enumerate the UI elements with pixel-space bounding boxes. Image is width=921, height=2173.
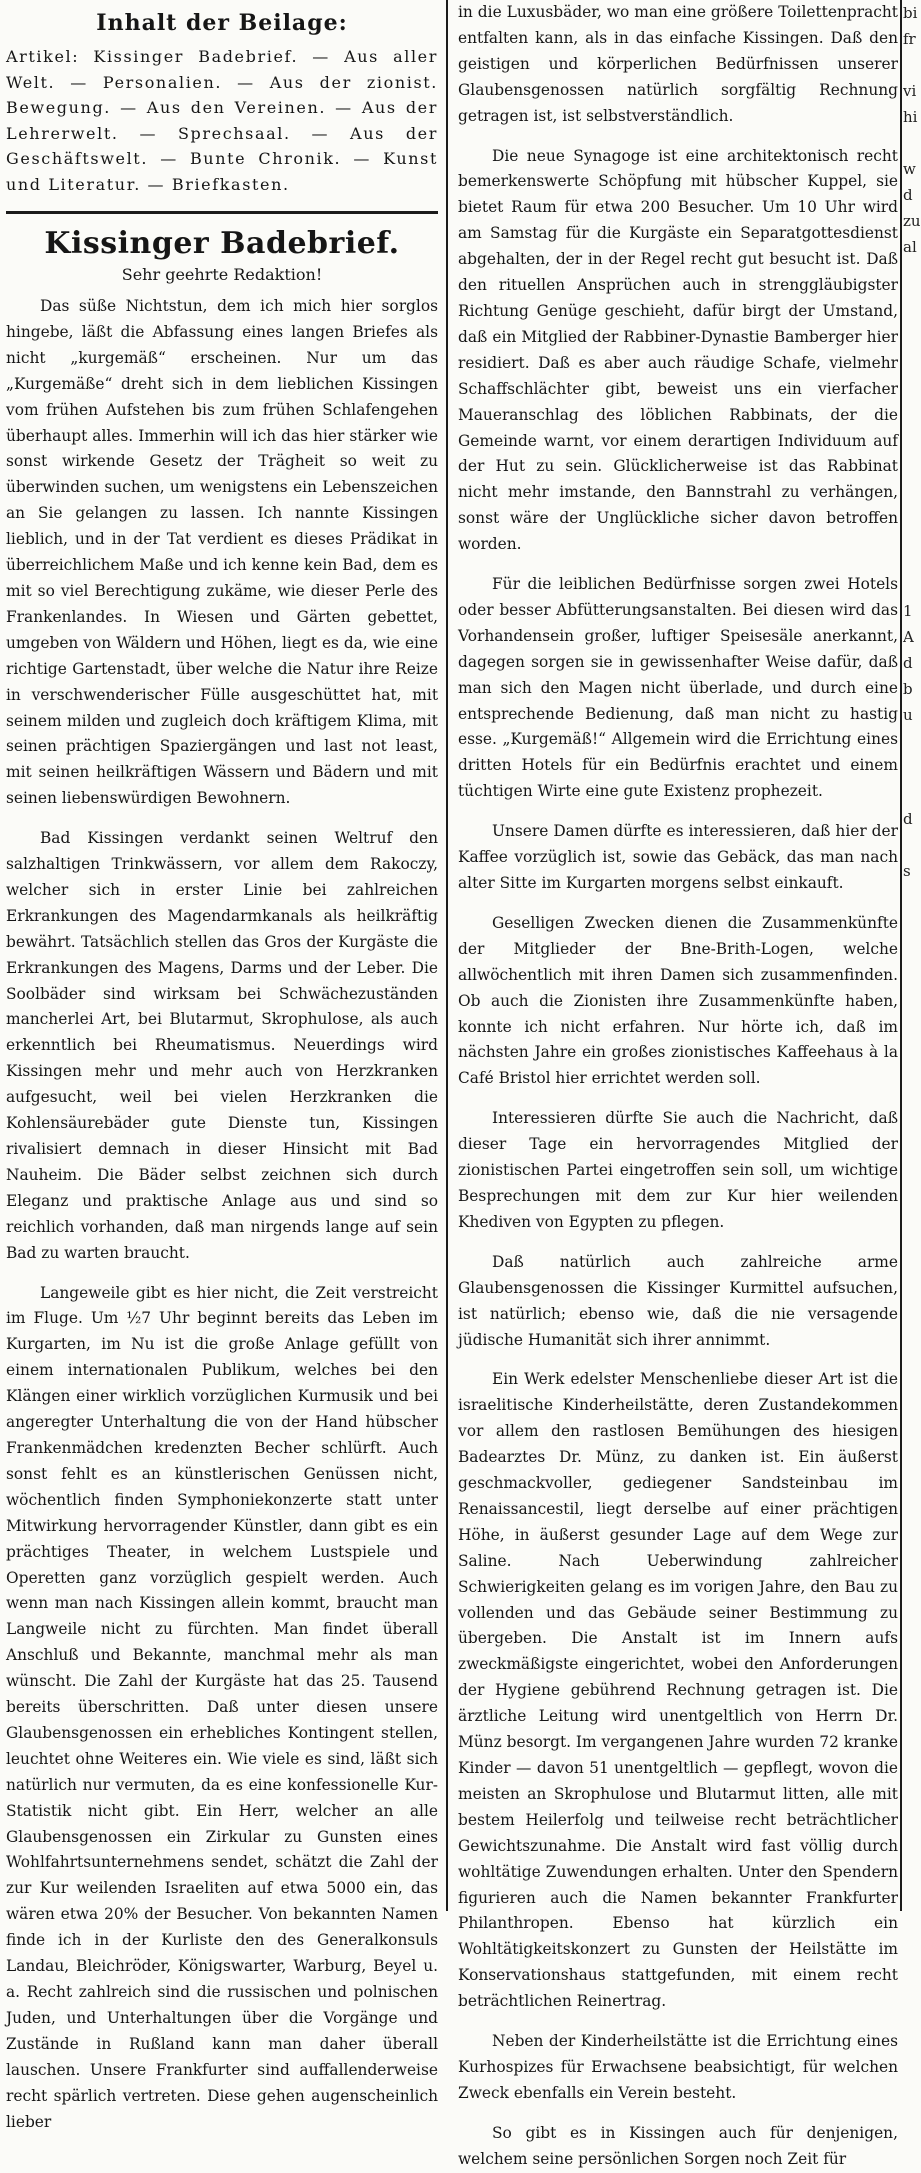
article-paragraph: Langeweile gibt es hier nicht, die Zeit verstreicht im Fluge. Um ½7 Uhr beginnt bereits das Leben im Kurgarten, im Nu ist die große Anlage gefüllt von einem internationalen Publikum, welches bei den Klängen einer wirklich vorzüglichen Kurmusik und bei angeregter Unterhaltung die von der Hand hübscher Frankenmädchen kredenzten Becher schlürft. Auch sonst fehlt es an künstlerischen Genüssen nicht, wöchentlich finden Symphoniekonzerte statt unter Mitwirkung hervorragender Künstler, dann gibt es ein prächtiges Theater, in welchem Lustspiele und Operetten ganz vorzüglich gespielt werden. Auch wenn man nach Kissingen allein kommt, braucht man Langweile nicht zu fürchten. Man findet überall Anschluß und Bekannte, manchmal mehr als man wünscht. Die Zahl der Kurgäste hat das 25. Tausend bereits überschritten. Daß unter diesen unsere Glaubensgenossen ein erhebliches Kontingent stellen, leuchtet ohne Weiteres ein. Wie viele es sind, läßt sich natürlich nur vermuten, da es eine konfessionelle Kur-Statistik nicht gibt. Ein Herr, welcher an alle Glaubensgenossen ein Zirkular zu Gunsten eines Wohlfahrtsunternehmens sendet, schätzt die Zahl der zur Kur weilenden Israeliten auf etwa 5000 ein, das wären etwa 20% der Besucher. Von bekannten Namen finde ich in der Kurliste den des Generalkonsuls Landau, Bleichröder, Königswarter, Warburg, Beyel u. a. Recht zahlreich sind die russischen und polnischen Juden, und Unterhaltungen über die Vorgänge und Zustände in Rußland kann man daher überall lauschen. Unsere Frankfurter sind auffallenderweise recht spärlich vertreten. Diese gehen augenscheinlich lieber: [6, 1283, 438, 2131]
article-paragraph: Daß natürlich auch zahlreiche arme Glaubensgenossen die Kissinger Kurmittel aufsuchen, ist natürlich; ebenso wie, daß die nie versagende jüdische Humanität sich ihrer annimmt.: [458, 1252, 898, 1349]
cut-off-text: bi fr vi hi w d zu al 1 A d b u d s: [903, 4, 921, 880]
article-paragraph: Neben der Kinderheilstätte ist die Errichtung eines Kurhospizes für Erwachsene beabsichtigt, für welchen Zweck ebenfalls ein Verein besteht.: [458, 2032, 898, 2102]
article-paragraph: Ein Werk edelster Menschenliebe dieser Art ist die israelitische Kinderheilstätte, deren Zustandekommen vor allem den rastlosen Bemühungen des hiesigen Badearztes Dr. Münz, zu danken ist. Ein äußerst geschmackvoller, gediegener Sandsteinbau im Renaissancestil, liegt derselbe auf einer prächtigen Höhe, in äußerst gesunder Lage auf dem Wege zur Saline. Nach Ueberwindung zahlreicher Schwierigkeiten gelang es im vorigen Jahre, den Bau zu vollenden und das Gebäude seiner Bestimmung zu übergeben. Die Anstalt ist im Innern aufs zweckmäßigste eingerichtet, wobei den Anforderungen der Hygiene gebührend Rechnung getragen ist. Die ärztliche Leitung wird unentgeltlich von Herrn Dr. Münz besorgt. Im vergangenen Jahre wurden 72 kranke Kinder — davon 51 unentgeltlich — gepflegt, wovon die meisten an Skrophulose und Blutarmut litten, alle mit bestem Heilerfolg und teilweise recht beträchtlicher Gewichtszunahme. Die Anstalt wird fast völlig durch wohltätige Zuwendungen erhalten. Unter den Spendern figurieren auch die Namen bekannter Frankfurter Philanthropen. Ebenso hat kürzlich ein Wohltätigkeitskonzert zu Gunsten der Heilstätte im Konservationshaus stattgefunden, mit einem recht beträchtlichen Reinertrag.: [458, 1370, 898, 2011]
article-paragraph: Die neue Synagoge ist eine architektonisch recht bemerkenswerte Schöpfung mit hübscher Kuppel, sie bietet Raum für etwa 200 Besucher. Um 10 Uhr wird am Samstag für die Kurgäste ein Separatgottesdienst abgehalten, der in der Regel recht gut besucht ist. Daß den rituellen Ansprüchen auch in strenggläubigster Richtung Genüge geschieht, dafür birgt der Umstand, daß ein Mitglied der Rabbiner-Dynastie Bamberger hier residiert. Daß es aber auch räudige Schafe, vielmehr Schaffschlächter gibt, beweist uns ein vierfacher Maueranschlag des löblichen Rabbinats, der die Gemeinde warnt, vor einem derartigen Individuum auf der Hut zu sein. Glücklicherweise ist das Rabbinat nicht mehr imstande, den Bannstrahl zu verhängen, sonst wäre der Unglückliche sicher davon betroffen worden.: [458, 146, 898, 554]
right-column-fragment: [903, 0, 921, 1911]
article-paragraph: So gibt es in Kissingen auch für denjenigen, welchem seine persönlichen Sorgen noch Zeit für: [458, 2123, 898, 2168]
column-rule: [446, 0, 448, 1911]
article-paragraph: Für die leiblichen Bedürfnisse sorgen zwei Hotels oder besser Abfütterungsanstalten. Bei diesen wird das Vorhandensein großer, luftiger Speisesäle anerkannt, dagegen sorgen sie in gewissenhafter Weise dafür, daß man sich den Magen nicht überlade, und durch eine entsprechende Bedienung, daß man nicht zu hastig esse. „Kurgemäß!“ Allgemein wird die Errichtung eines dritten Hotels für ein Bedürfnis erachtet und einem tüchtigen Wirte eine gute Existenz prophezeit.: [458, 575, 898, 801]
article-salutation: Sehr geehrte Redaktion!: [121, 265, 323, 284]
article-paragraph: in die Luxusbäder, wo man eine größere Toilettenpracht entfalten kann, als in das einfache Kissingen. Daß den geistigen und körperlichen Bedürfnissen unserer Glaubensgenossen natürlich sorgfältig Rechnung getragen ist, ist selbstverständlich.: [458, 3, 898, 125]
section-divider: [6, 211, 438, 214]
article-paragraph: Das süße Nichtstun, dem ich mich hier sorglos hingebe, läßt die Abfassung eines langen Briefes als nicht „kurgemäß“ erscheinen. Nur um das „Kurgemäße“ dreht sich in dem lieblichen Kissingen vom frühen Aufstehen bis zum frühen Schlafengehen überhaupt alles. Immerhin will ich das hier stärker wie sonst wirkende Gesetz der Trägheit so weit zu überwinden suchen, um wenigstens ein Lebenszeichen an Sie gelangen zu lassen. Ich nannte Kissingen lieblich, und in der Tat verdient es dieses Prädikat in überreichlichem Maße und ich kenne kein Bad, dem es mit so viel Berechtigung zukäme, wie dieser Perle des Frankenlandes. In Wiesen und Gärten gebettet, umgeben von Wäldern und Höhen, liegt es da, wie eine richtige Gartenstadt, über welche die Natur ihre Reize in verschwenderischer Fülle ausgeschüttet hat, mit seinem milden und zugleich doch kräftigem Klima, mit seinen prächtigen Spaziergängen und last not least, mit seinen heilkräftigen Wässern und Bädern und mit seinen liebenswürdigen Bewohnern.: [6, 297, 438, 808]
toc-title: Inhalt der Beilage:: [96, 10, 348, 36]
toc-text: Artikel: Kissinger Badebrief. — Aus aller Welt. — Personalien. — Aus der zionist. Bewegung. — Aus den Vereinen. — Aus der Lehrerwelt. — Sprechsaal. — Aus der Geschäftswelt. — Bunte Chronik. — Kunst und Literatur. — Briefkasten.: [6, 47, 438, 194]
left-column: [6, 0, 438, 2131]
middle-column: [458, 0, 898, 2168]
column-rule: [900, 0, 902, 1911]
article-title: Kissinger Badebrief.: [44, 226, 400, 261]
article-paragraph: Interessieren dürfte Sie auch die Nachricht, daß dieser Tage ein hervorragendes Mitglied der zionistischen Partei eingetroffen sein soll, um wichtige Besprechungen mit dem zur Kur hier weilenden Khediven von Egypten zu pflegen.: [458, 1109, 898, 1231]
article-paragraph: Bad Kissingen verdankt seinen Weltruf den salzhaltigen Trinkwässern, vor allem dem Rakoczy, welcher sich in erster Linie bei zahlreichen Erkrankungen des Magendarmkanals als heilkräftig bewährt. Tatsächlich stellen das Gros der Kurgäste die Erkrankungen des Magens, Darms und der Leber. Die Soolbäder sind wirksam bei Schwächezuständen mancherlei Art, bei Blutarmut, Skrophulose, als auch erkenntlich bei Rheumatismus. Neuerdings wird Kissingen mehr und mehr auch von Herzkranken aufgesucht, weil bei vielen Herzkranken die Kohlensäurebäder gute Dienste tun, Kissingen rivalisiert demnach in dieser Hinsicht mit Bad Nauheim. Die Bäder selbst zeichnen sich durch Eleganz und praktische Anlage aus und sind so reichlich vorhanden, daß man nirgends lange auf sein Bad zu warten braucht.: [6, 829, 438, 1262]
article-paragraph: Unsere Damen dürfte es interessieren, daß hier der Kaffee vorzüglich ist, sowie das Gebäck, das man nach alter Sitte im Kurgarten morgens selbst einkauft.: [458, 822, 898, 892]
article-paragraph: Geselligen Zwecken dienen die Zusammenkünfte der Mitglieder der Bne-Brith-Logen, welche allwöchentlich mit ihren Damen sich zusammenfinden. Ob auch die Zionisten ihre Zusammenkünfte haben, konnte ich nicht erfahren. Nur hörte ich, daß im nächsten Jahre ein großes zionistisches Kaffeehaus à la Café Bristol hier errichtet werden soll.: [458, 913, 898, 1088]
